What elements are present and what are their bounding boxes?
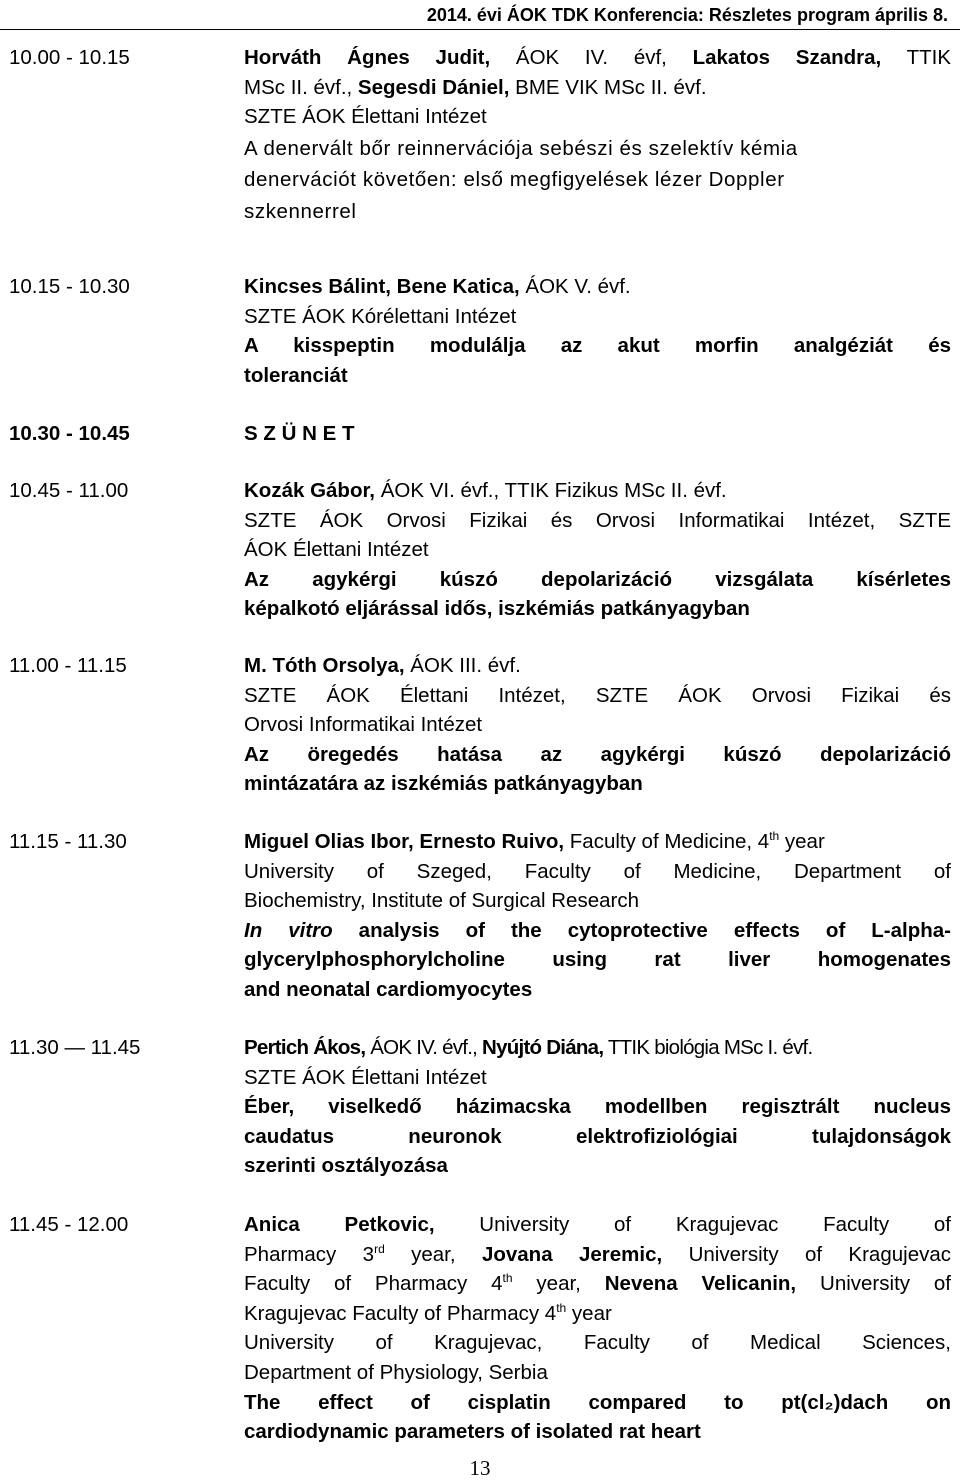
presentation-title: Az agykérgi kúszó depolarizáció vizsgálata kísérletes [244,567,951,591]
presentation-title: szkennerrel [244,199,357,223]
session-time: 10.45 - 11.00 [9,479,129,502]
presentation-title: Éber, viselkedő házimacska modellben regisztrált nucleus [244,1095,951,1119]
affiliation: Faculty of Medicine, 4 [564,830,770,853]
institute: University of Kragujevac, Faculty of Medical Sciences, [244,1331,951,1355]
entry-content [244,43,951,227]
institute: Biochemistry, Institute of Surgical Research [244,889,639,913]
entry-content [244,419,951,449]
presentation-title: The effect of cisplatin compared to pt(cl₂)dach on [244,1390,951,1414]
ordinal-suffix: th [556,1300,567,1315]
session-time: 10.30 - 10.45 [9,422,130,445]
session-time: 11.15 - 11.30 [9,830,127,853]
break-label: S Z Ü N E T [244,422,355,445]
presenter-names: Segesdi Dániel, [352,75,510,99]
affiliation: MSc II. évf., [244,75,353,99]
presentation-title: A denervált bőr reinnervációja sebészi és szelektív kémia [244,136,798,160]
presenter-names: Horváth Ágnes Judit, [244,46,491,69]
entry-content [244,827,951,1005]
entry-content [244,651,951,799]
institute: Department of Physiology, Serbia [244,1360,548,1384]
presenter-names: Miguel Olias Ibor, Ernesto Ruivo, [244,830,565,853]
affiliation: ÁOK III. évf. [404,654,521,677]
ordinal-suffix: rd [374,1241,385,1256]
presenter-names: Lakatos Szandra, [666,46,882,69]
affiliation: Pharmacy 3 [244,1242,375,1266]
affiliation: ÁOK VI. évf., TTIK Fizikus MSc II. évf. [375,479,727,502]
author-line [244,1210,951,1240]
affiliation: year [566,1301,612,1325]
session-time: 11.00 - 11.15 [9,654,127,677]
author-line [244,1240,951,1270]
presenter-names: Kozák Gábor, [244,479,376,502]
presentation-title: glycerylphosphorylcholine using rat liver homogenates [244,948,951,972]
author-line [244,476,951,506]
presentation-title: denervációt követően: első megfigyelések lézer Doppler [244,168,785,192]
affiliation: year [779,830,825,853]
session-time: 10.15 - 10.30 [9,275,130,298]
session-time: 10.00 - 10.15 [9,46,130,69]
author-line [244,43,951,73]
entry-content [244,1033,951,1181]
presentation-title: caudatus neuronok elektrofiziológiai tulajdonságok [244,1124,951,1148]
affiliation: Faculty of Pharmacy 4 [244,1272,503,1296]
presenter-names: Jovana Jeremic, [455,1242,663,1266]
ordinal-suffix: th [769,829,780,844]
affiliation: BME VIK MSc II. évf. [509,75,707,99]
page-number: 13 [469,1456,491,1480]
presentation-title: A kisspeptin modulálja az akut morfin analgéziát és [244,334,951,358]
presenter-names: Kincses Bálint, Bene Katica, [244,275,520,298]
affiliation: ÁOK IV. évf, [490,46,667,69]
institute: University of Szeged, Faculty of Medicine, Department of [244,859,951,883]
institute: Orvosi Informatikai Intézet [244,713,483,737]
presentation-title [244,916,951,946]
affiliation: year, [512,1272,581,1296]
presentation-title: mintázatára az iszkémiás patkányagyban [244,772,643,796]
title-italic: In vitro [244,918,333,942]
author-line [244,272,951,302]
session-time: 11.45 - 12.00 [9,1213,129,1236]
affiliation: year, [384,1242,456,1266]
affiliation: TTIK biológia MSc I. évf. [603,1036,813,1059]
affiliation: University of Kragujevac [662,1242,951,1266]
presentation-title: Az öregedés hatása az agykérgi kúszó depolarizáció [244,742,951,766]
institute: SZTE ÁOK Élettani Intézet [244,1065,487,1089]
author-line [244,1033,951,1063]
author-line [244,1299,951,1329]
entry-content [244,476,951,624]
presentation-title: and neonatal cardiomyocytes [244,977,533,1001]
author-line [244,73,951,103]
affiliation: ÁOK V. évf. [519,275,631,298]
presentation-title: toleranciát [244,363,348,387]
affiliation: ÁOK IV. évf., [365,1036,478,1059]
presentation-title: szerinti osztályozása [244,1154,448,1178]
presenter-names: M. Tóth Orsolya, [244,654,405,677]
presenter-names: Anica Petkovic, [244,1213,435,1236]
presenter-names: Nevena Velicanin, [580,1272,797,1296]
ordinal-suffix: th [502,1271,513,1286]
institute: ÁOK Élettani Intézet [244,538,429,562]
affiliation: University of Kragujevac Faculty of [434,1213,952,1236]
institute: SZTE ÁOK Élettani Intézet, SZTE ÁOK Orvosi Fizikai és [244,683,951,707]
presenter-names: Nyújtó Diána, [477,1036,604,1059]
institute: SZTE ÁOK Kórélettani Intézet [244,304,517,328]
page-header: 2014. évi ÁOK TDK Konferencia: Részletes program április 8. [426,5,948,25]
affiliation: University of [796,1272,951,1296]
affiliation: TTIK [881,46,951,69]
author-line [244,1269,951,1299]
title-text: analysis of the cytoprotective effects of L-alpha- [332,918,951,942]
affiliation: Kragujevac Faculty of Pharmacy 4 [244,1301,557,1325]
institute: SZTE ÁOK Élettani Intézet [244,105,487,129]
entry-content [244,1210,951,1447]
header-divider [0,29,960,30]
entry-content [244,272,951,390]
presentation-title: cardiodynamic parameters of isolated rat heart [244,1420,701,1444]
author-line [244,651,951,681]
presentation-title: képalkotó eljárással idős, iszkémiás patkányagyban [244,597,750,621]
institute: SZTE ÁOK Orvosi Fizikai és Orvosi Informatikai Intézet, SZTE [244,508,951,532]
presenter-names: Pertich Ákos, [244,1036,366,1059]
session-time: 11.30 — 11.45 [9,1036,141,1059]
author-line [244,827,951,857]
